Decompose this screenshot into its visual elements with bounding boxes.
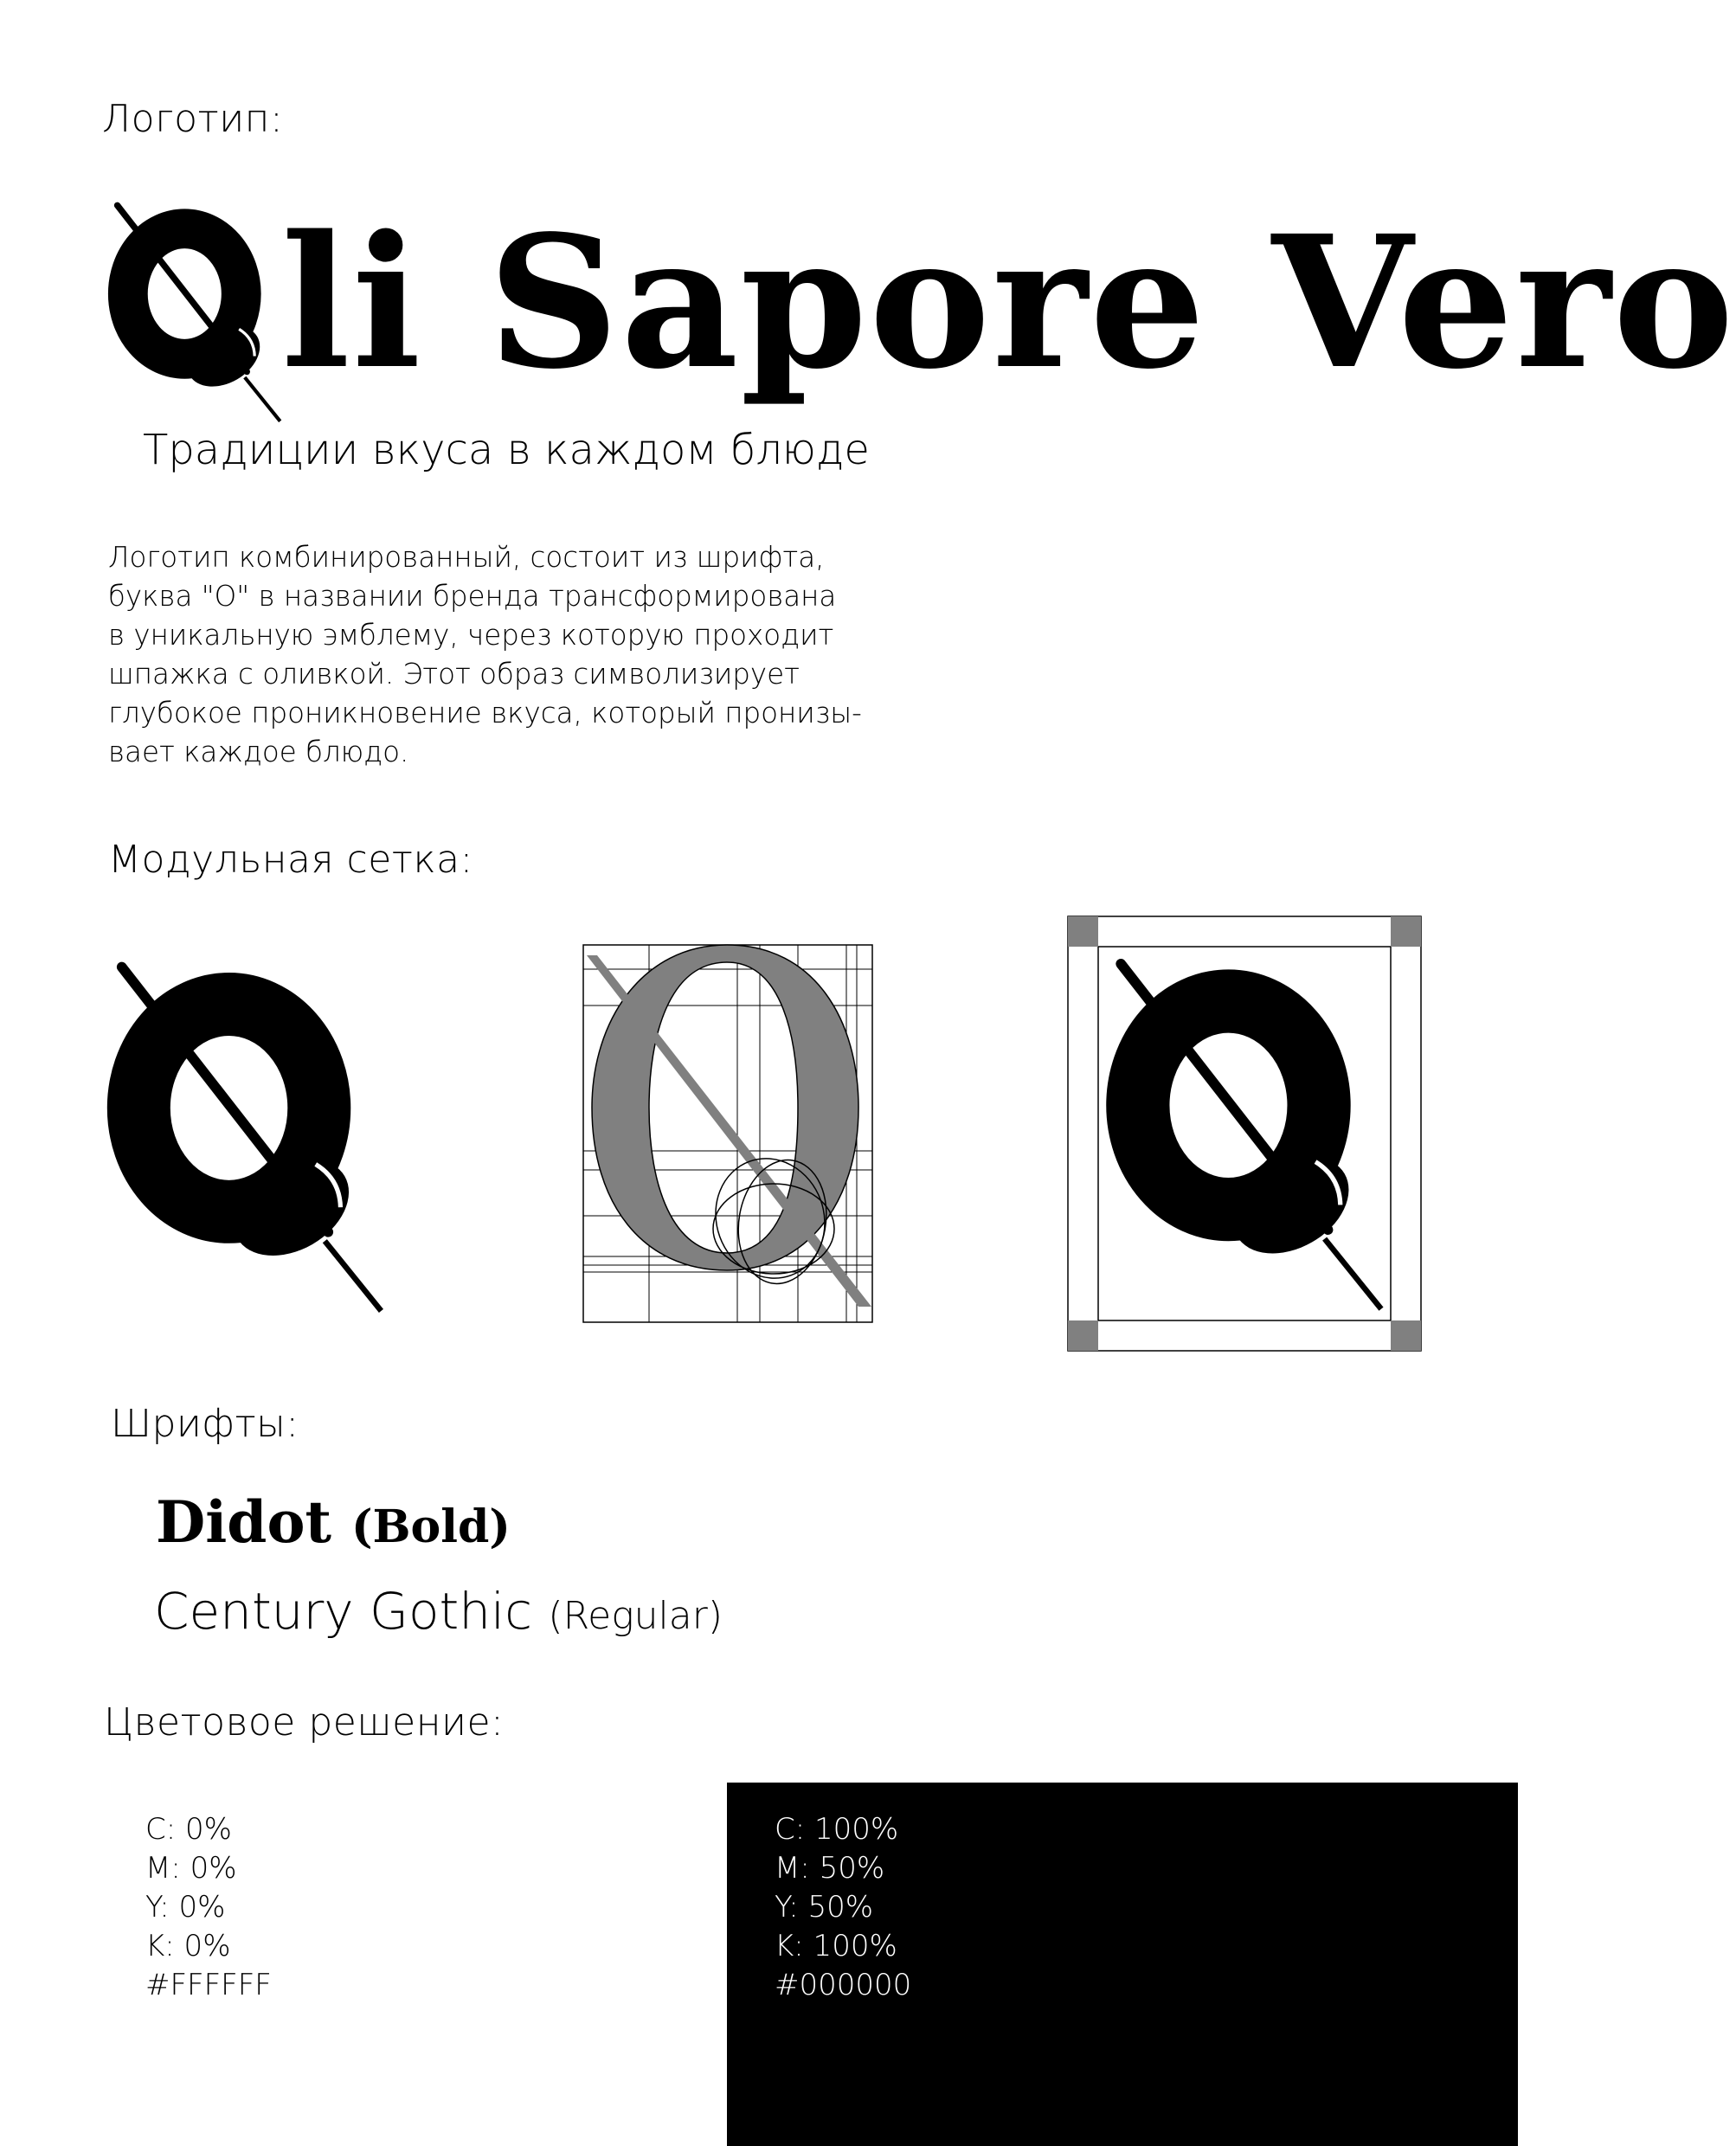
colors-heading: Цветовое решение: — [104, 1700, 505, 1744]
color-value: Y: 0% — [145, 1890, 226, 1924]
description-line: шпажка с оливкой. Этот образ символизирует — [108, 658, 800, 691]
q-emblem-icon — [102, 195, 293, 428]
logo-description — [108, 538, 974, 772]
logo-heading: Логотип: — [102, 97, 284, 141]
color-value: Y: 50% — [775, 1890, 874, 1924]
font-name: Century Gothic — [154, 1582, 532, 1641]
q-emblem-icon — [102, 950, 396, 1322]
color-value: M: 50% — [775, 1851, 885, 1886]
color-value: C: 100% — [775, 1812, 899, 1847]
color-value: C: 0% — [145, 1812, 232, 1847]
color-values-white — [145, 1810, 272, 2005]
fonts-heading: Шрифты: — [111, 1402, 299, 1446]
color-value: K: 0% — [145, 1929, 231, 1963]
color-value: K: 100% — [775, 1929, 897, 1963]
font-sample-didot — [156, 1488, 511, 1556]
color-value: #FFFFFF — [145, 1968, 272, 2002]
description-line: буква "О" в названии бренда трансформирована — [108, 580, 837, 613]
brand-logo — [102, 195, 1736, 428]
grid-heading: Модульная сетка: — [108, 838, 473, 882]
color-value: M: 0% — [145, 1851, 237, 1886]
framed-emblem — [1067, 916, 1422, 1352]
description-line: вает каждое блюдо. — [108, 736, 409, 768]
construction-grid — [582, 943, 876, 1324]
font-style: (Regular) — [548, 1594, 723, 1638]
color-value: #000000 — [775, 1968, 912, 2002]
color-values-black — [775, 1810, 911, 2005]
font-sample-century-gothic — [154, 1582, 723, 1641]
brand-name: li Sapore Vero — [281, 196, 1736, 409]
description-line: глубокое проникновение вкуса, который пронизы- — [108, 697, 862, 729]
font-style: (Bold) — [350, 1500, 511, 1553]
description-line: в уникальную эмблему, через которую проходит — [108, 619, 834, 652]
logo-tagline: Традиции вкуса в каждом блюде — [143, 426, 870, 474]
description-line: Логотип комбинированный, состоит из шрифта, — [108, 541, 825, 574]
font-name: Didot — [156, 1488, 331, 1556]
